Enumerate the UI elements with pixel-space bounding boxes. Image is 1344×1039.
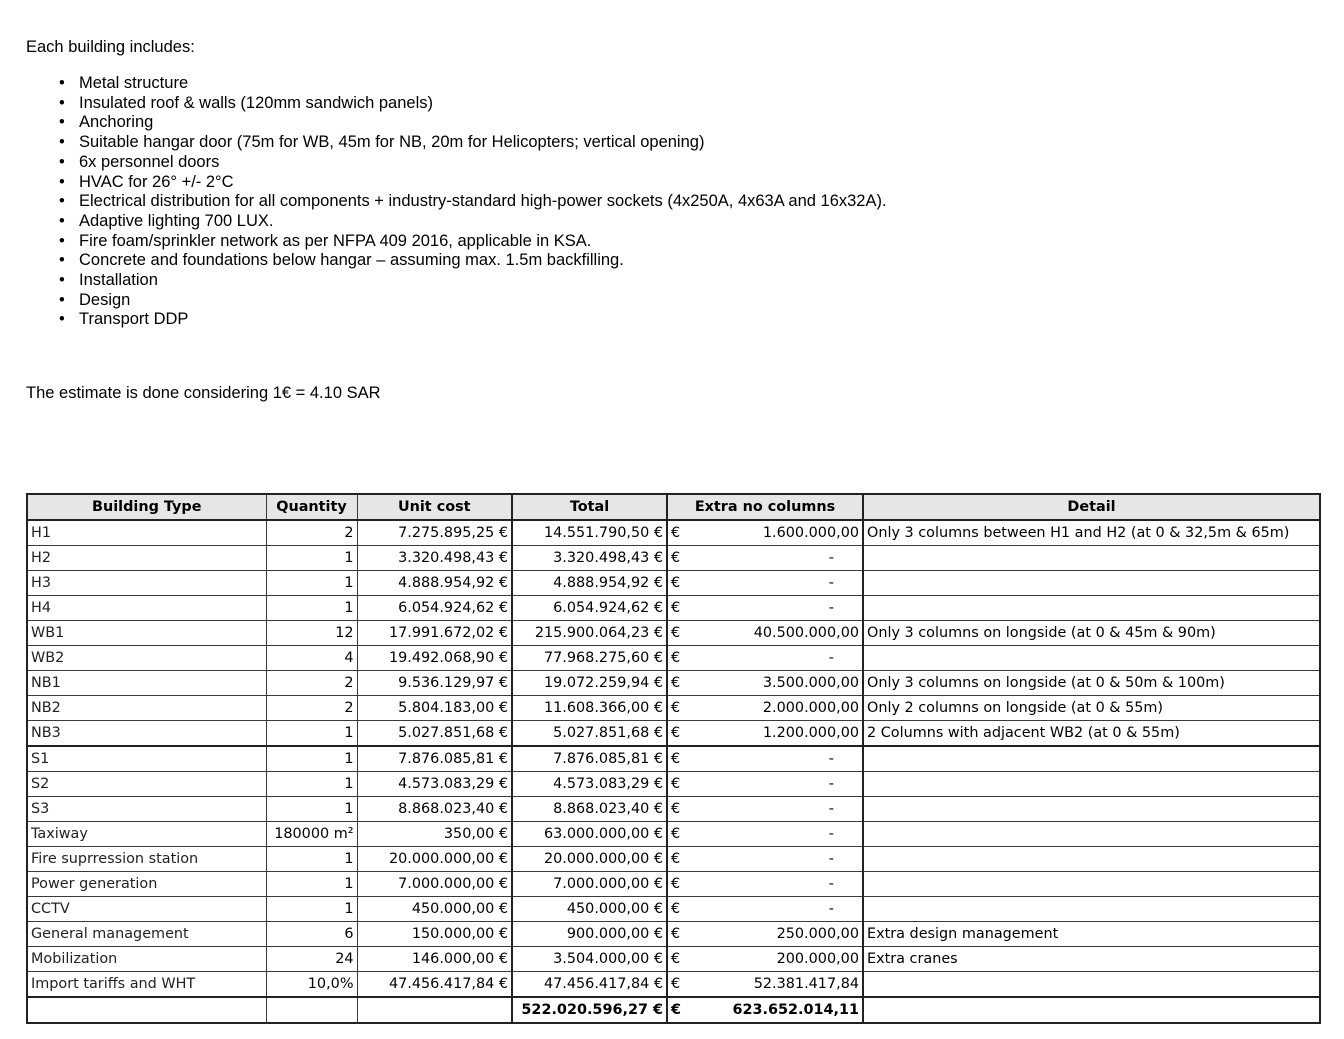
cell-total: 20.000.000,00 €	[512, 847, 667, 872]
cell-detail	[863, 847, 1320, 872]
includes-list-item: • HVAC for 26° +/- 2°C	[79, 173, 887, 193]
cell-building-type: WB1	[27, 621, 266, 646]
cell-detail: Only 2 columns on longside (at 0 & 55m)	[863, 696, 1320, 721]
cell-detail	[863, 646, 1320, 671]
cell-currency: €	[667, 972, 693, 998]
includes-list-item: • Anchoring	[79, 113, 887, 133]
table-row	[27, 972, 1320, 998]
cell-quantity: 12	[266, 621, 357, 646]
cell-unit-cost: 19.492.068,90 €	[357, 646, 512, 671]
grand-total-currency: €	[667, 997, 693, 1023]
cell-total: 6.054.924,62 €	[512, 596, 667, 621]
cell-building-type: H3	[27, 571, 266, 596]
table-row	[27, 872, 1320, 897]
cell-detail	[863, 822, 1320, 847]
cell-total: 450.000,00 €	[512, 897, 667, 922]
cell-extra-no-columns: -	[693, 746, 863, 772]
cell-extra-no-columns: 1.200.000,00	[693, 721, 863, 747]
cell-building-type: CCTV	[27, 897, 266, 922]
totals-row	[27, 997, 1320, 1023]
cell-quantity: 1	[266, 596, 357, 621]
cell-detail: Only 3 columns on longside (at 0 & 50m & 100m)	[863, 671, 1320, 696]
includes-list-item: • 6x personnel doors	[79, 153, 887, 173]
cell-total: 8.868.023,40 €	[512, 797, 667, 822]
cell-currency: €	[667, 897, 693, 922]
cell-currency: €	[667, 772, 693, 797]
cell-detail: Only 3 columns on longside (at 0 & 45m & 90m)	[863, 621, 1320, 646]
header-unit-cost: Unit cost	[357, 494, 512, 520]
cell-extra-no-columns: 2.000.000,00	[693, 696, 863, 721]
cell-currency: €	[667, 571, 693, 596]
table-row	[27, 646, 1320, 671]
totals-empty-type	[27, 997, 266, 1023]
includes-list-item: • Electrical distribution for all components + industry-standard high-power sockets (4x250A, 4x63A and 16x32A).	[79, 192, 887, 212]
cell-currency: €	[667, 922, 693, 947]
includes-list-item: • Suitable hangar door (75m for WB, 45m for NB, 20m for Helicopters; vertical opening)	[79, 133, 887, 153]
includes-list-item: • Insulated roof & walls (120mm sandwich panels)	[79, 94, 887, 114]
includes-list-item: • Fire foam/sprinkler network as per NFPA 409 2016, applicable in KSA.	[79, 232, 887, 252]
cell-quantity: 1	[266, 872, 357, 897]
cell-currency: €	[667, 947, 693, 972]
table-row	[27, 721, 1320, 747]
cell-quantity: 1	[266, 721, 357, 747]
cell-total: 63.000.000,00 €	[512, 822, 667, 847]
cell-extra-no-columns: -	[693, 571, 863, 596]
cell-total: 11.608.366,00 €	[512, 696, 667, 721]
cell-detail: Only 3 columns between H1 and H2 (at 0 & 32,5m & 65m)	[863, 520, 1320, 546]
cell-detail	[863, 596, 1320, 621]
cell-currency: €	[667, 822, 693, 847]
cell-building-type: WB2	[27, 646, 266, 671]
includes-list-item: • Metal structure	[79, 74, 887, 94]
cost-estimate-table	[26, 493, 1321, 1024]
cell-unit-cost: 7.000.000,00 €	[357, 872, 512, 897]
cell-quantity: 1	[266, 571, 357, 596]
cell-extra-no-columns: 1.600.000,00	[693, 520, 863, 546]
includes-list-item: • Design	[79, 291, 887, 311]
exchange-rate-note: The estimate is done considering 1€ = 4.10 SAR	[26, 384, 381, 402]
cell-extra-no-columns: 200.000,00	[693, 947, 863, 972]
cell-unit-cost: 150.000,00 €	[357, 922, 512, 947]
totals-empty-detail	[863, 997, 1320, 1023]
includes-list-item: • Concrete and foundations below hangar – assuming max. 1.5m backfilling.	[79, 251, 887, 271]
includes-list-item: • Adaptive lighting 700 LUX.	[79, 212, 887, 232]
cell-currency: €	[667, 696, 693, 721]
table-row	[27, 596, 1320, 621]
cell-detail	[863, 746, 1320, 772]
cell-building-type: NB2	[27, 696, 266, 721]
cell-quantity: 2	[266, 671, 357, 696]
cell-unit-cost: 20.000.000,00 €	[357, 847, 512, 872]
cell-quantity: 6	[266, 922, 357, 947]
cell-unit-cost: 350,00 €	[357, 822, 512, 847]
header-detail: Detail	[863, 494, 1320, 520]
cell-building-type: Taxiway	[27, 822, 266, 847]
table-header-row	[27, 494, 1320, 520]
cell-unit-cost: 6.054.924,62 €	[357, 596, 512, 621]
cell-extra-no-columns: -	[693, 596, 863, 621]
cell-currency: €	[667, 520, 693, 546]
cell-extra-no-columns: -	[693, 822, 863, 847]
cell-unit-cost: 7.876.085,81 €	[357, 746, 512, 772]
cell-extra-no-columns: 3.500.000,00	[693, 671, 863, 696]
cell-building-type: H4	[27, 596, 266, 621]
cell-currency: €	[667, 746, 693, 772]
header-total: Total	[512, 494, 667, 520]
cell-total: 3.504.000,00 €	[512, 947, 667, 972]
cell-extra-no-columns: 52.381.417,84	[693, 972, 863, 998]
table-row	[27, 546, 1320, 571]
cell-detail: Extra design management	[863, 922, 1320, 947]
cell-detail	[863, 772, 1320, 797]
cell-extra-no-columns: -	[693, 897, 863, 922]
cell-quantity: 24	[266, 947, 357, 972]
table-row	[27, 520, 1320, 546]
cell-detail	[863, 546, 1320, 571]
cell-building-type: S3	[27, 797, 266, 822]
cell-detail: 2 Columns with adjacent WB2 (at 0 & 55m)	[863, 721, 1320, 747]
includes-list-item: • Installation	[79, 271, 887, 291]
cell-building-type: S2	[27, 772, 266, 797]
cell-quantity: 1	[266, 546, 357, 571]
cell-currency: €	[667, 671, 693, 696]
cell-currency: €	[667, 596, 693, 621]
cell-currency: €	[667, 872, 693, 897]
cell-unit-cost: 8.868.023,40 €	[357, 797, 512, 822]
grand-total: 522.020.596,27 €	[512, 997, 667, 1023]
cell-currency: €	[667, 797, 693, 822]
cell-extra-no-columns: 40.500.000,00	[693, 621, 863, 646]
table-row	[27, 671, 1320, 696]
totals-empty-unit-cost	[357, 997, 512, 1023]
includes-heading: Each building includes:	[26, 38, 195, 56]
cell-total: 47.456.417,84 €	[512, 972, 667, 998]
cell-extra-no-columns: -	[693, 772, 863, 797]
cell-building-type: S1	[27, 746, 266, 772]
cell-total: 900.000,00 €	[512, 922, 667, 947]
cell-currency: €	[667, 646, 693, 671]
cell-unit-cost: 4.573.083,29 €	[357, 772, 512, 797]
cell-total: 5.027.851,68 €	[512, 721, 667, 747]
table-row	[27, 797, 1320, 822]
cell-detail: Extra cranes	[863, 947, 1320, 972]
cell-unit-cost: 17.991.672,02 €	[357, 621, 512, 646]
cell-building-type: Mobilization	[27, 947, 266, 972]
table-row	[27, 571, 1320, 596]
cell-total: 19.072.259,94 €	[512, 671, 667, 696]
cell-detail	[863, 571, 1320, 596]
cell-detail	[863, 797, 1320, 822]
cell-detail	[863, 897, 1320, 922]
cell-building-type: Fire suprression station	[27, 847, 266, 872]
cell-quantity: 4	[266, 646, 357, 671]
table-row	[27, 897, 1320, 922]
table-row	[27, 746, 1320, 772]
cell-building-type: NB3	[27, 721, 266, 747]
header-building-type: Building Type	[27, 494, 266, 520]
includes-list-item: • Transport DDP	[79, 310, 887, 330]
cell-building-type: Power generation	[27, 872, 266, 897]
cell-quantity: 2	[266, 520, 357, 546]
cell-quantity: 180000 m²	[266, 822, 357, 847]
cell-quantity: 1	[266, 797, 357, 822]
cell-quantity: 1	[266, 847, 357, 872]
cell-extra-no-columns: -	[693, 646, 863, 671]
cell-currency: €	[667, 546, 693, 571]
cell-quantity: 1	[266, 897, 357, 922]
cell-unit-cost: 450.000,00 €	[357, 897, 512, 922]
cell-total: 4.888.954,92 €	[512, 571, 667, 596]
cell-extra-no-columns: -	[693, 797, 863, 822]
cell-detail	[863, 972, 1320, 998]
cell-total: 4.573.083,29 €	[512, 772, 667, 797]
cell-total: 3.320.498,43 €	[512, 546, 667, 571]
cell-quantity: 10,0%	[266, 972, 357, 998]
table-row	[27, 822, 1320, 847]
cell-total: 77.968.275,60 €	[512, 646, 667, 671]
cell-unit-cost: 3.320.498,43 €	[357, 546, 512, 571]
cell-unit-cost: 7.275.895,25 €	[357, 520, 512, 546]
cell-quantity: 2	[266, 696, 357, 721]
cell-total: 7.876.085,81 €	[512, 746, 667, 772]
cell-unit-cost: 5.027.851,68 €	[357, 721, 512, 747]
cell-unit-cost: 146.000,00 €	[357, 947, 512, 972]
header-quantity: Quantity	[266, 494, 357, 520]
table-row	[27, 621, 1320, 646]
cell-quantity: 1	[266, 772, 357, 797]
cell-building-type: General management	[27, 922, 266, 947]
includes-section	[26, 37, 887, 330]
cell-extra-no-columns: -	[693, 847, 863, 872]
cell-extra-no-columns: -	[693, 872, 863, 897]
cell-building-type: H2	[27, 546, 266, 571]
grand-total-extra-no-columns: 623.652.014,11	[693, 997, 863, 1023]
table-row	[27, 696, 1320, 721]
cell-building-type: H1	[27, 520, 266, 546]
includes-list	[26, 74, 887, 330]
cell-unit-cost: 4.888.954,92 €	[357, 571, 512, 596]
cell-extra-no-columns: 250.000,00	[693, 922, 863, 947]
cell-extra-no-columns: -	[693, 546, 863, 571]
cell-unit-cost: 47.456.417,84 €	[357, 972, 512, 998]
table-row	[27, 922, 1320, 947]
cell-total: 7.000.000,00 €	[512, 872, 667, 897]
cell-building-type: NB1	[27, 671, 266, 696]
cell-currency: €	[667, 847, 693, 872]
header-extra-no-columns: Extra no columns	[667, 494, 863, 520]
table-row	[27, 847, 1320, 872]
cell-total: 215.900.064,23 €	[512, 621, 667, 646]
totals-empty-quantity	[266, 997, 357, 1023]
cell-unit-cost: 9.536.129,97 €	[357, 671, 512, 696]
cell-currency: €	[667, 621, 693, 646]
cell-total: 14.551.790,50 €	[512, 520, 667, 546]
cell-detail	[863, 872, 1320, 897]
cell-currency: €	[667, 721, 693, 747]
cell-unit-cost: 5.804.183,00 €	[357, 696, 512, 721]
cell-building-type: Import tariffs and WHT	[27, 972, 266, 998]
cell-quantity: 1	[266, 746, 357, 772]
table-row	[27, 947, 1320, 972]
table-row	[27, 772, 1320, 797]
